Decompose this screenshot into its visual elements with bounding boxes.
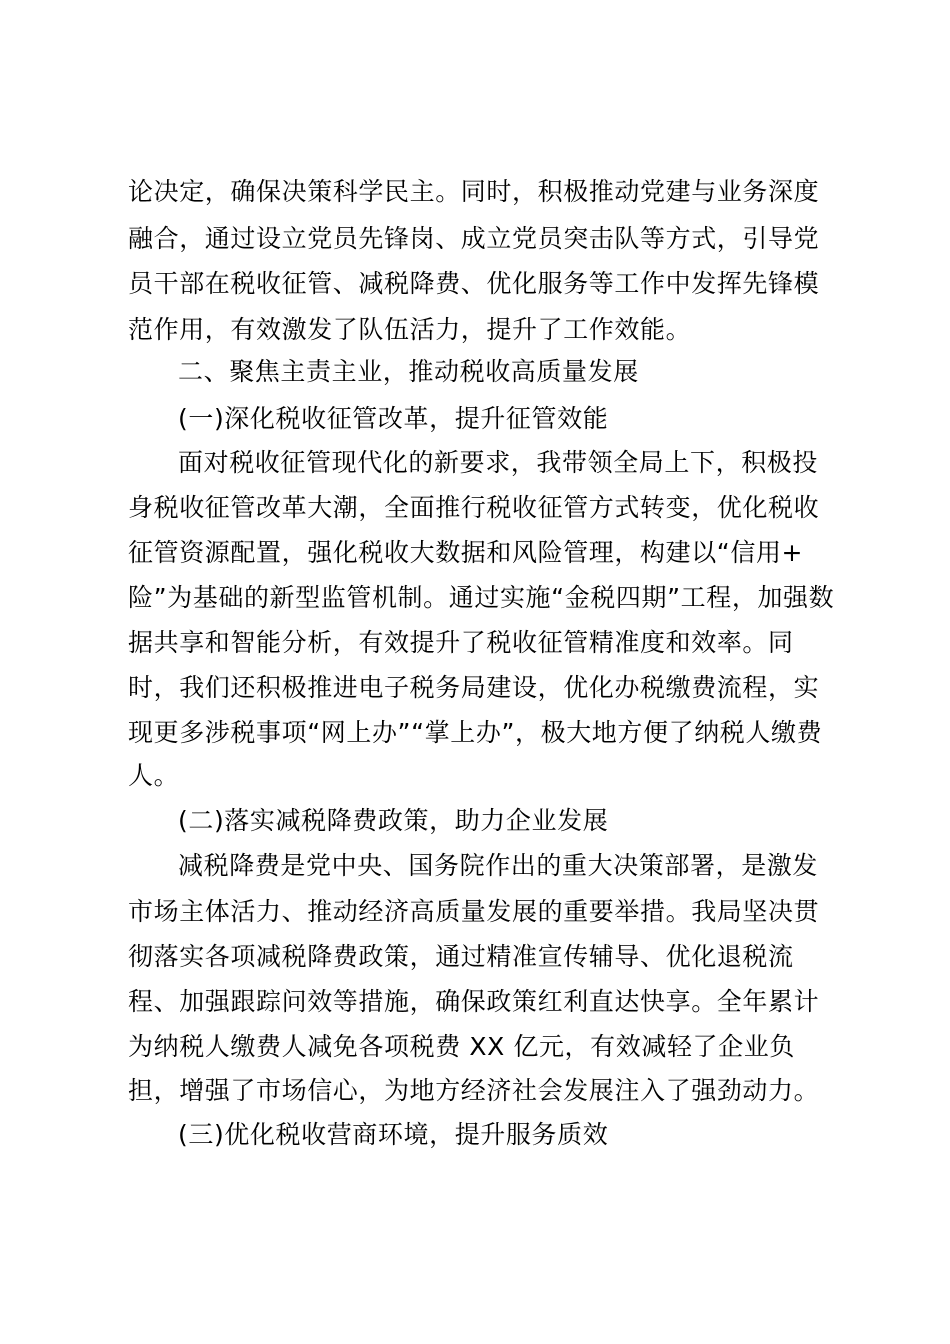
paragraph-line: 减税降费是党中央、国务院作出的重大决策部署，是激发 xyxy=(178,851,819,880)
paragraph-line: 范作用，有效激发了队伍活力，提升了工作效能。 xyxy=(128,315,692,344)
paragraph-line: 融合，通过设立党员先锋岗、成立党员突击队等方式，引导党 xyxy=(128,224,820,253)
paragraph-line: 程、加强跟踪问效等措施，确保政策红利直达快享。全年累计 xyxy=(128,987,820,1016)
paragraph-line: 为纳税人缴费人减免各项税费 XX 亿元，有效减轻了企业负 xyxy=(128,1032,795,1061)
paragraph-line: 险”为基础的新型监管机制。通过实施“金税四期”工程，加强数 xyxy=(128,583,835,612)
paragraph-line: 担，增强了市场信心，为地方经济社会发展注入了强劲动力。 xyxy=(128,1076,820,1105)
paragraph-line: 论决定，确保决策科学民主。同时，积极推动党建与业务深度 xyxy=(128,177,820,206)
paragraph-line: 面对税收征管现代化的新要求，我带领全局上下，积极投 xyxy=(178,448,819,477)
subsection-heading: (二)落实减税降费政策，助力企业发展 xyxy=(178,806,609,835)
paragraph-line: 彻落实各项减税降费政策，通过精准宣传辅导、优化退税流 xyxy=(128,942,794,971)
paragraph-line: 人。 xyxy=(128,761,180,790)
paragraph-line: 市场主体活力、推动经济高质量发展的重要举措。我局坚决贯 xyxy=(128,897,820,926)
subsection-heading: (一)深化税收征管改革，提升征管效能 xyxy=(178,404,609,433)
section-heading: 二、聚焦主责主业，推动税收高质量发展 xyxy=(178,357,639,386)
paragraph-line: 征管资源配置，强化税收大数据和风险管理，构建以“信用+ xyxy=(128,538,804,567)
paragraph-line: 现更多涉税事项“网上办”“掌上办”，极大地方便了纳税人缴费 xyxy=(128,718,823,747)
paragraph-line: 员干部在税收征管、减税降费、优化服务等工作中发挥先锋模 xyxy=(128,269,820,298)
subsection-heading: (三)优化税收营商环境，提升服务质效 xyxy=(178,1120,609,1149)
paragraph-line: 身税收征管改革大潮，全面推行税收征管方式转变，优化税收 xyxy=(128,493,820,522)
paragraph-line: 时，我们还积极推进电子税务局建设，优化办税缴费流程，实 xyxy=(128,673,820,702)
paragraph-line: 据共享和智能分析，有效提升了税收征管精准度和效率。同 xyxy=(128,628,794,657)
